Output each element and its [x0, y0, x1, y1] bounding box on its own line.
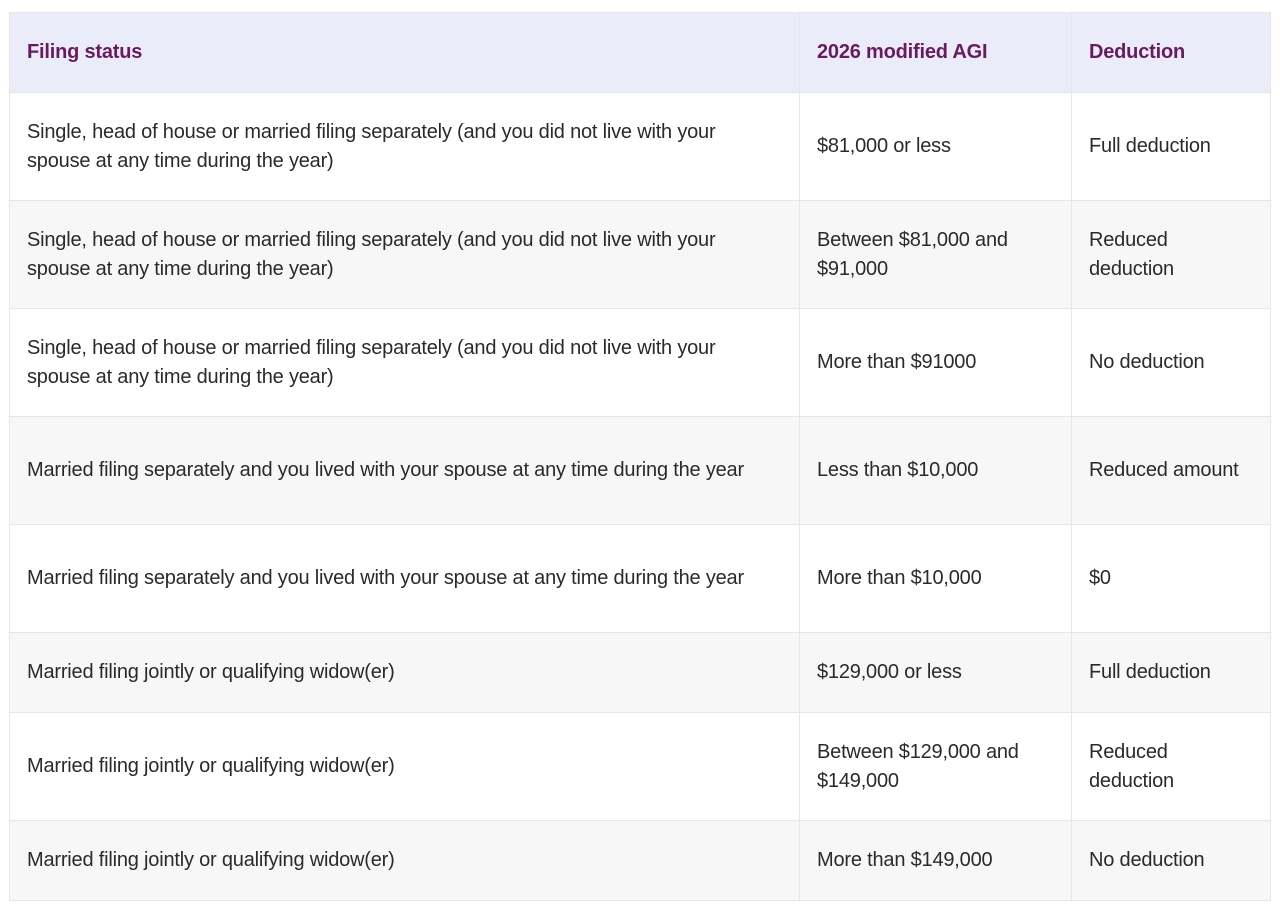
cell-modified-agi: $81,000 or less: [800, 93, 1072, 201]
table-row: [10, 201, 1271, 309]
cell-filing-status: Married filing separately and you lived with your spouse at any time during the year: [10, 525, 800, 633]
header-filing-status: Filing status: [10, 13, 800, 93]
cell-modified-agi: More than $91000: [800, 309, 1072, 417]
table-header-row: [10, 13, 1271, 93]
cell-modified-agi: Between $81,000 and $91,000: [800, 201, 1072, 309]
cell-modified-agi: Less than $10,000: [800, 417, 1072, 525]
cell-deduction: Reduced deduction: [1072, 201, 1271, 309]
cell-deduction: Full deduction: [1072, 633, 1271, 713]
table-container: [9, 12, 1270, 901]
cell-filing-status: Married filing separately and you lived with your spouse at any time during the year: [10, 417, 800, 525]
table-row: [10, 525, 1271, 633]
cell-deduction: Reduced deduction: [1072, 713, 1271, 821]
header-modified-agi: 2026 modified AGI: [800, 13, 1072, 93]
table-row: [10, 713, 1271, 821]
cell-filing-status: Single, head of house or married filing separately (and you did not live with your spouse at any time during the year): [10, 201, 800, 309]
cell-modified-agi: Between $129,000 and $149,000: [800, 713, 1072, 821]
cell-deduction: Full deduction: [1072, 93, 1271, 201]
cell-modified-agi: More than $10,000: [800, 525, 1072, 633]
cell-deduction: No deduction: [1072, 821, 1271, 901]
cell-modified-agi: More than $149,000: [800, 821, 1072, 901]
header-deduction: Deduction: [1072, 13, 1271, 93]
cell-filing-status: Married filing jointly or qualifying widow(er): [10, 821, 800, 901]
cell-filing-status: Single, head of house or married filing separately (and you did not live with your spouse at any time during the year): [10, 93, 800, 201]
cell-filing-status: Married filing jointly or qualifying widow(er): [10, 713, 800, 821]
cell-deduction: No deduction: [1072, 309, 1271, 417]
table-row: [10, 309, 1271, 417]
cell-filing-status: Single, head of house or married filing separately (and you did not live with your spouse at any time during the year): [10, 309, 800, 417]
table-row: [10, 821, 1271, 901]
agi-deduction-table: [9, 12, 1271, 901]
table-row: [10, 93, 1271, 201]
table-row: [10, 633, 1271, 713]
cell-deduction: Reduced amount: [1072, 417, 1271, 525]
table-row: [10, 417, 1271, 525]
cell-filing-status: Married filing jointly or qualifying widow(er): [10, 633, 800, 713]
cell-modified-agi: $129,000 or less: [800, 633, 1072, 713]
cell-deduction: $0: [1072, 525, 1271, 633]
